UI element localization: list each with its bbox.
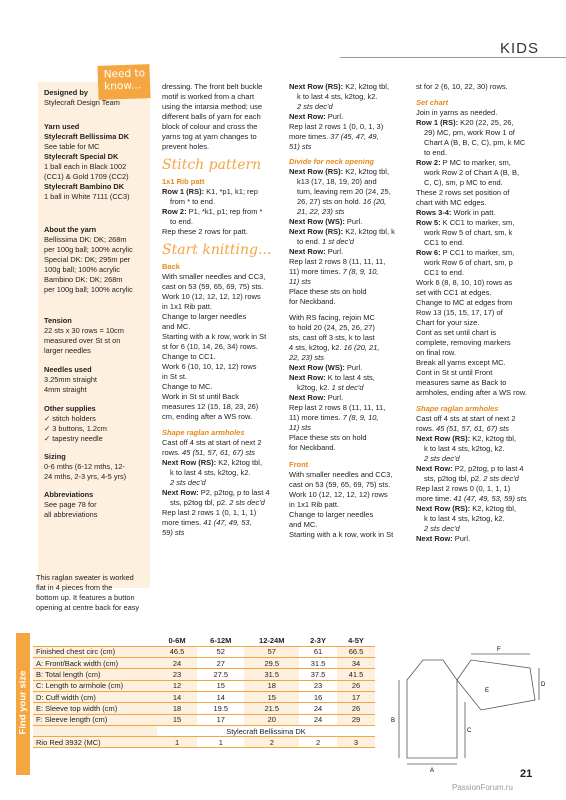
label-d: D xyxy=(541,682,545,688)
column-1: dressing. The front belt buckle motif is worked from a chart using the intarsia method; use different balls of yarn for each block of colour and cross the yarns tog at yarn changes to prevent holes. Stitch pattern 1x1 Rib patt Row 1 (RS): K1, *p1, k1; rep from * to end. Row 2: P1, *k1, p1; rep from * to end. Rep these 2 rows for patt. Start knitting... Back With smaller needles and CC3, cast on 53 (59, 65, 69, 75) sts. Work 10 (12, 12, 12, 12) rows in 1x1 Rib patt. Change to larger needles and MC. Starting with a k row, work in St st for 6 (10, 14, 26, 34) rows. Change to CC1. Work 6 (10, 10, 12, 12) rows in St st. Change to MC. Work in St st until Back measures 12 (15, 18, 23, 26) cm, ending after a WS row. Shape raglan armholes Cast off 4 sts at start of next 2 rows. 45 (51, 57, 61, 67) sts Next Row (RS): K2, k2tog tbl, k to last 4 sts, k2tog, k2. 2 sts dec'd Next Row: P2, p2tog, p to last 4 sts, p2tog tbl, p2. 2 sts dec'd Rep last 2 rows 1 (0, 1, 1, 1) more times. 41 (47, 49, 53, 59) sts xyxy=(162,82,287,538)
section-title: KIDS xyxy=(500,40,540,57)
back-heading: Back xyxy=(162,262,180,271)
front-heading: Front xyxy=(289,460,309,469)
sweater-schematic xyxy=(385,640,545,775)
label-c: C xyxy=(467,728,472,734)
sizing: Sizing 0-6 mths (6-12 mths, 12- 24 mths, 2-3 yrs, 4-5 yrs) xyxy=(44,452,127,481)
front-raglan-heading: Shape raglan armholes xyxy=(416,404,499,413)
designed-by: Designed by Stylecraft Design Team xyxy=(44,88,120,107)
set-chart-heading: Set chart xyxy=(416,98,449,107)
sleeve-outline xyxy=(457,660,535,710)
about-the-yarn: About the yarn Bellissima DK: DK; 268m per 100g ball; 100% acrylic Special DK: DK; 295m per 100g ball; 100% acrylic Bambino DK: DK; 268m per 100g ball; 100% acrylic xyxy=(44,225,133,294)
table-row: B: Total length (cm) 23 27.5 31.5 37.5 41.5 xyxy=(33,669,375,680)
start-knitting-heading: Start knitting... xyxy=(162,242,272,258)
table-row: D: Cuff width (cm) 14 14 15 16 17 xyxy=(33,691,375,702)
intro-text: This raglan sweater is worked flat in 4 pieces from the bottom up. It features a button opening at centre back for easy xyxy=(36,573,140,612)
label-b: B xyxy=(391,718,396,724)
column-2: Next Row (RS): K2, k2tog tbl, k to last 4 sts, k2tog, k2. 2 sts dec'd Next Row: Purl. Rep last 2 rows 1 (0, 0, 1, 3) more times. 37 (45, 47, 49, 51) sts Divide for neck opening Next Row (RS): K2, k2tog tbl, k13 (17, 18, 19, 20) and turn, leaving rem 20 (24, 25, 26, 27) sts on hold. 16 (20, 21, 22, 23) sts Next Row (WS): Purl. Next Row (RS): K2, k2tog tbl, k to end. 1 st dec'd Next Row: Purl. Rep last 2 rows 8 (11, 11, 11, 11) more times. 7 (8, 9, 10, 11) sts Place these sts on hold for Neckband. With RS facing, rejoin MC to hold 20 (24, 25, 26, 27) sts, cast off 3 sts, k to last 4 sts, k2tog, k2. 16 (20, 21, 22, 23) sts Next Row (WS): Purl. Next Row: K to last 4 sts, k2tog, k2. 1 st dec'd Next Row: Purl. Rep last 2 rows 8 (11, 11, 11, 11) more times. 7 (8, 9, 10, 11) sts Place these sts on hold for Neckband. Front With smaller needles and CC3, cast on 53 (59, 65, 69, 75) sts. Work 10 (12, 12, 12, 12) rows in 1x1 Rib patt. Change to larger needles and MC. Starting with a k row, work in St xyxy=(289,82,413,540)
table-header: 4-5Y xyxy=(337,635,375,646)
table-row: C: Length to armhole (cm) 12 15 18 23 26 xyxy=(33,680,375,691)
table-header: 12-24M xyxy=(244,635,299,646)
table-row: Finished chest circ (cm) 46.5 52 57 61 66.5 xyxy=(33,646,375,657)
table-row: E: Sleeve top width (cm) 18 19.5 21.5 24 26 xyxy=(33,703,375,714)
size-table xyxy=(33,635,375,748)
watermark: PassionForum.ru xyxy=(452,783,513,792)
label-f: F xyxy=(497,647,501,653)
table-header: 6-12M xyxy=(197,635,244,646)
header-rule xyxy=(340,57,566,58)
raglan-heading: Shape raglan armholes xyxy=(162,428,245,437)
table-row: A: Front/Back width (cm) 24 27 29.5 31.5 34 xyxy=(33,658,375,669)
other-supplies: Other supplies ✓ stitch holders ✓ 3 buttons, 1.2cm ✓ tapestry needle xyxy=(44,404,107,443)
column-3: st for 2 (6, 10, 22, 30) rows. Set chart Join in yarns as needed. Row 1 (RS): K20 (22, 25, 26, 29) MC, pm, work Row 1 of Chart A (B, B, C, C), pm, k MC to end. Row 2: P MC to marker, sm, work Row 2 of Chart A (B, B, C, C), sm, p MC to end. These 2 rows set position of chart with MC edges. Rows 3-4: Work in patt. Row 5: K CC1 to marker, sm, work Row 5 of chart, sm, k CC1 to end. Row 6: P CC1 to marker, sm, work Row 6 of chart, sm, p CC1 to end. Work 6 (8, 8, 10, 10) rows as set with CC1 at edges. Change to MC at edges from Row 13 (15, 15, 17, 17) of Chart for your size. Cont as set until chart is complete, removing markers on final row. Break all yarns except MC. Cont in St st until Front measures same as Back to armholes, ending after a WS row. Shape raglan armholes Cast off 4 sts at start of next 2 rows. 45 (51, 57, 61, 67) sts Next Row (RS): K2, k2tog tbl, k to last 4 sts, k2tog, k2. 2 sts dec'd Next Row: P2, p2tog, p to last 4 sts, p2tog tbl, p2. 2 sts dec'd Rep last 2 rows 0 (0, 1, 1, 1) more time. 41 (47, 49, 53, 59) sts Next Row (RS): K2, k2tog tbl, k to last 4 sts, k2tog, k2. 2 sts dec'd Next Row: Purl. xyxy=(416,82,550,544)
rib-heading: 1x1 Rib patt xyxy=(162,177,205,186)
yarn-header-row: Stylecraft Bellissima DK xyxy=(33,725,375,736)
abbreviations: Abbreviations See page 78 for all abbreviations xyxy=(44,490,98,519)
label-e: E xyxy=(485,688,490,694)
table-row: Rio Red 3932 (MC) 1 1 2 2 3 xyxy=(33,737,375,748)
yarn-used: Yarn used Stylecraft Bellissima DK See table for MC Stylecraft Special DK 1 ball each in Black 1002 (CC1) & Gold 1709 (CC2) Stylecraft Bambino DK 1 ball in White 7111 (CC3) xyxy=(44,122,130,201)
label-a: A xyxy=(430,768,435,774)
body-outline xyxy=(407,660,457,758)
need-to-know-badge: Need to know... xyxy=(97,64,150,100)
table-row: F: Sleeve length (cm) 15 17 20 24 29 xyxy=(33,714,375,725)
size-table-tab-label: Find your size xyxy=(17,670,29,735)
needles-used: Needles used 3.25mm straight 4mm straight xyxy=(44,365,97,394)
divide-neck-heading: Divide for neck opening xyxy=(289,157,375,166)
stitch-pattern-heading: Stitch pattern xyxy=(162,157,262,173)
table-header: 2-3Y xyxy=(299,635,337,646)
table-header: 0-6M xyxy=(157,635,197,646)
tension: Tension 22 sts x 30 rows = 10cm measured over St st on larger needles xyxy=(44,316,124,355)
page-number: 21 xyxy=(520,768,533,780)
table-header-row xyxy=(33,635,375,646)
